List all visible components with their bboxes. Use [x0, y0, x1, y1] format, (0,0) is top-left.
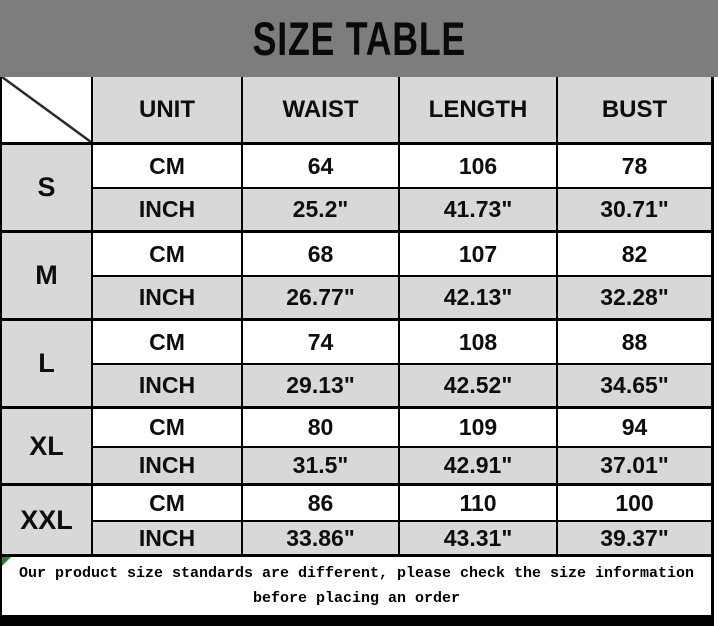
s-inch-waist: 25.2"	[243, 189, 400, 233]
s-cm-bust: 78	[558, 145, 711, 189]
xl-inch-waist: 31.5"	[243, 448, 400, 486]
footer-note	[0, 557, 714, 615]
column-header-unit: UNIT	[93, 77, 243, 145]
xxl-cm-bust: 100	[558, 486, 711, 522]
footer-note-line1: Our product size standards are different, please check the size information	[18, 565, 695, 582]
xxl-inch-length: 43.31"	[400, 522, 558, 557]
column-header-waist: WAIST	[243, 77, 400, 145]
l-inch-label: INCH	[93, 365, 243, 409]
page-title: SIZE TABLE	[252, 12, 466, 65]
bottom-border-bar	[0, 615, 714, 626]
m-inch-bust: 32.28"	[558, 277, 711, 321]
column-header-bust: BUST	[558, 77, 711, 145]
m-cm-waist: 68	[243, 233, 400, 277]
m-cm-bust: 82	[558, 233, 711, 277]
xl-cm-bust: 94	[558, 409, 711, 448]
s-inch-bust: 30.71"	[558, 189, 711, 233]
l-inch-bust: 34.65"	[558, 365, 711, 409]
l-cm-bust: 88	[558, 321, 711, 365]
xl-inch-bust: 37.01"	[558, 448, 711, 486]
size-table	[0, 77, 714, 557]
xxl-cm-label: CM	[93, 486, 243, 522]
l-cm-label: CM	[93, 321, 243, 365]
m-inch-length: 42.13"	[400, 277, 558, 321]
xl-cm-length: 109	[400, 409, 558, 448]
m-inch-waist: 26.77"	[243, 277, 400, 321]
size-label-l: L	[2, 321, 93, 409]
title-bar	[0, 0, 718, 77]
s-inch-length: 41.73"	[400, 189, 558, 233]
xl-inch-label: INCH	[93, 448, 243, 486]
xxl-inch-bust: 39.37"	[558, 522, 711, 557]
l-cm-length: 108	[400, 321, 558, 365]
m-cm-label: CM	[93, 233, 243, 277]
footer-note-line2: before placing an order	[252, 590, 461, 607]
xl-inch-length: 42.91"	[400, 448, 558, 486]
xl-cm-label: CM	[93, 409, 243, 448]
xxl-cm-length: 110	[400, 486, 558, 522]
xxl-inch-waist: 33.86"	[243, 522, 400, 557]
size-label-m: M	[2, 233, 93, 321]
size-label-xxl: XXL	[2, 486, 93, 557]
s-inch-label: INCH	[93, 189, 243, 233]
xl-cm-waist: 80	[243, 409, 400, 448]
m-cm-length: 107	[400, 233, 558, 277]
s-cm-length: 106	[400, 145, 558, 189]
s-cm-waist: 64	[243, 145, 400, 189]
xxl-cm-waist: 86	[243, 486, 400, 522]
excel-corner-marker-icon	[2, 557, 11, 566]
column-header-length: LENGTH	[400, 77, 558, 145]
l-inch-length: 42.52"	[400, 365, 558, 409]
m-inch-label: INCH	[93, 277, 243, 321]
xxl-inch-label: INCH	[93, 522, 243, 557]
diagonal-line	[2, 77, 91, 142]
l-cm-waist: 74	[243, 321, 400, 365]
l-inch-waist: 29.13"	[243, 365, 400, 409]
size-label-s: S	[2, 145, 93, 233]
corner-cell	[2, 77, 93, 145]
size-label-xl: XL	[2, 409, 93, 486]
s-cm-label: CM	[93, 145, 243, 189]
